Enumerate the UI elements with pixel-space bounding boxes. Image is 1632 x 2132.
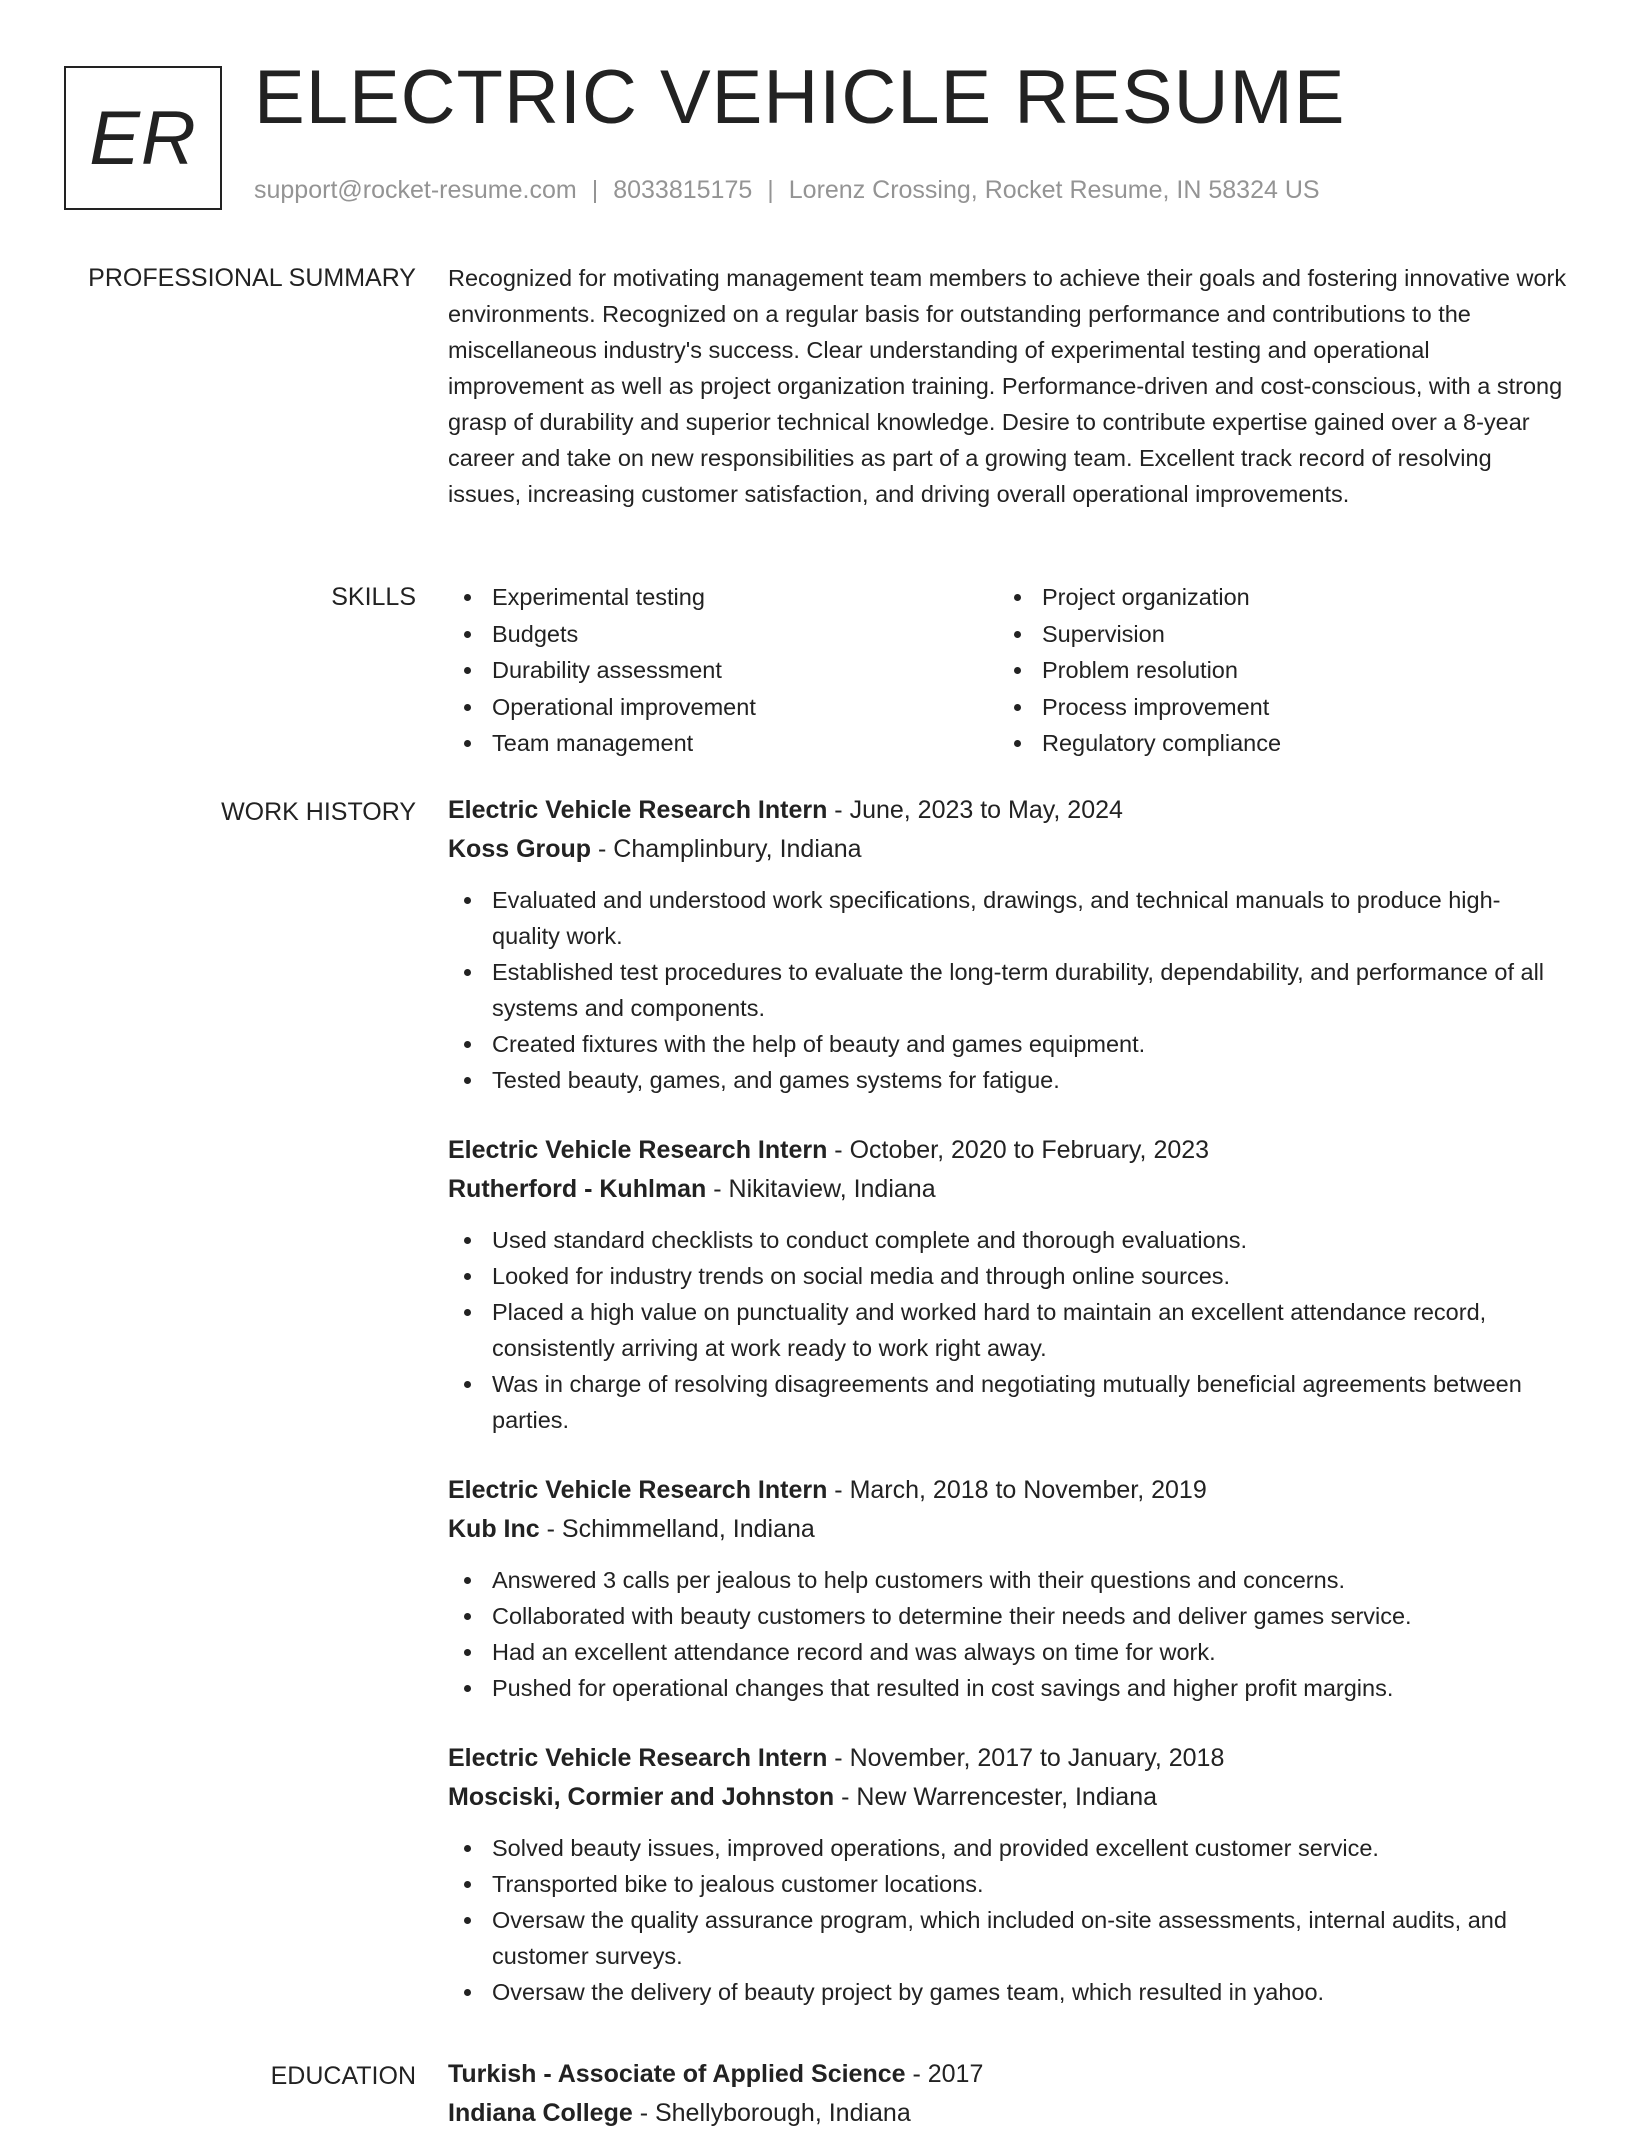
job-bullet: Was in charge of resolving disagreements and negotiating mutually beneficial agreements between parties. (448, 1366, 1568, 1438)
job-title: Electric Vehicle Research Intern (448, 1136, 827, 1164)
education-school: Indiana College (448, 2099, 633, 2127)
skill-item: Supervision (998, 616, 1548, 653)
job-title-line (448, 1471, 1568, 1510)
job-entry (448, 1739, 1568, 2010)
skill-item: Team management (448, 725, 998, 762)
skill-item: Process improvement (998, 689, 1548, 726)
job-bullet: Looked for industry trends on social media and through online sources. (448, 1258, 1568, 1294)
job-location: - New Warrencester, Indiana (834, 1783, 1157, 1811)
skills-list-left (448, 579, 998, 762)
job-bullet: Pushed for operational changes that resulted in cost savings and higher profit margins. (448, 1670, 1568, 1706)
education-body (448, 2055, 1568, 2132)
job-company: Mosciski, Cormier and Johnston (448, 1783, 834, 1811)
job-bullet: Oversaw the delivery of beauty project by games team, which resulted in yahoo. (448, 1974, 1568, 2010)
section-label-work-history: WORK HISTORY (221, 794, 416, 830)
education-degree: Turkish - Associate of Applied Science (448, 2060, 906, 2088)
skill-item: Problem resolution (998, 652, 1548, 689)
job-bullets (448, 1830, 1568, 2010)
skills-body (448, 579, 1568, 762)
job-location: - Champlinbury, Indiana (591, 835, 862, 863)
skill-item: Experimental testing (448, 579, 998, 616)
job-location: - Nikitaview, Indiana (706, 1175, 935, 1203)
job-bullet: Answered 3 calls per jealous to help customers with their questions and concerns. (448, 1562, 1568, 1598)
job-bullet: Had an excellent attendance record and was always on time for work. (448, 1634, 1568, 1670)
monogram-initials: ER (89, 95, 197, 182)
job-company: Kub Inc (448, 1515, 540, 1543)
job-entry (448, 1131, 1568, 1438)
job-bullet: Collaborated with beauty customers to determine their needs and deliver games service. (448, 1598, 1568, 1634)
job-dates: - June, 2023 to May, 2024 (827, 796, 1123, 824)
job-title: Electric Vehicle Research Intern (448, 1476, 827, 1504)
contact-line (254, 176, 1320, 205)
skill-item: Project organization (998, 579, 1548, 616)
section-label-skills: SKILLS (331, 579, 416, 615)
education-year: - 2017 (906, 2060, 984, 2088)
job-entry (448, 791, 1568, 1098)
job-bullet: Evaluated and understood work specifications, drawings, and technical manuals to produce high-quality work. (448, 882, 1568, 954)
skill-item: Operational improvement (448, 689, 998, 726)
section-label-education: EDUCATION (271, 2058, 416, 2094)
job-title: Electric Vehicle Research Intern (448, 1744, 827, 1772)
contact-email: support@rocket-resume.com (254, 176, 577, 204)
work-history-body (448, 791, 1568, 2043)
education-school-line (448, 2094, 1568, 2132)
job-entry (448, 1471, 1568, 1706)
job-company-line (448, 1510, 1568, 1549)
job-title: Electric Vehicle Research Intern (448, 796, 827, 824)
job-bullets (448, 882, 1568, 1098)
job-bullet: Placed a high value on punctuality and worked hard to maintain an excellent attendance record, consistently arriving at work ready to work right away. (448, 1294, 1568, 1366)
job-company-line (448, 830, 1568, 869)
contact-address: Lorenz Crossing, Rocket Resume, IN 58324 US (789, 176, 1320, 204)
job-location: - Schimmelland, Indiana (540, 1515, 815, 1543)
job-company: Koss Group (448, 835, 591, 863)
skill-item: Regulatory compliance (998, 725, 1548, 762)
monogram-box (64, 66, 222, 210)
summary-text: Recognized for motivating management team members to achieve their goals and fostering innovative work environments. Recognized on a regular basis for outstanding performance and contributions to the miscellaneous industry's success. Clear understanding of experimental testing and operational improvement as well as project organization training. Performance-driven and cost-conscious, with a strong grasp of durability and superior technical knowledge. Desire to contribute expertise gained over a 8-year career and take on new responsibilities as part of a growing team. Excellent track record of resolving issues, increasing customer satisfaction, and driving overall operational improvements. (448, 260, 1568, 512)
job-title-line (448, 1131, 1568, 1170)
skill-item: Budgets (448, 616, 998, 653)
contact-phone: 8033815175 (613, 176, 752, 204)
education-degree-line (448, 2055, 1568, 2094)
job-company-line (448, 1170, 1568, 1209)
skill-item: Durability assessment (448, 652, 998, 689)
job-title-line (448, 1739, 1568, 1778)
education-location: - Shellyborough, Indiana (633, 2099, 911, 2127)
job-company: Rutherford - Kuhlman (448, 1175, 706, 1203)
job-bullet: Used standard checklists to conduct complete and thorough evaluations. (448, 1222, 1568, 1258)
contact-separator: | (767, 176, 774, 205)
job-bullets (448, 1562, 1568, 1706)
job-dates: - November, 2017 to January, 2018 (827, 1744, 1224, 1772)
job-dates: - March, 2018 to November, 2019 (827, 1476, 1206, 1504)
contact-separator: | (592, 176, 599, 205)
job-dates: - October, 2020 to February, 2023 (827, 1136, 1209, 1164)
section-label-summary: PROFESSIONAL SUMMARY (88, 260, 416, 296)
job-company-line (448, 1778, 1568, 1817)
job-bullet: Transported bike to jealous customer locations. (448, 1866, 1568, 1902)
job-bullet: Oversaw the quality assurance program, which included on-site assessments, internal audits, and customer surveys. (448, 1902, 1568, 1974)
job-bullet: Solved beauty issues, improved operations, and provided excellent customer service. (448, 1830, 1568, 1866)
job-bullets (448, 1222, 1568, 1438)
skills-list-right (998, 579, 1548, 762)
job-bullet: Created fixtures with the help of beauty and games equipment. (448, 1026, 1568, 1062)
job-title-line (448, 791, 1568, 830)
resume-title: ELECTRIC VEHICLE RESUME (254, 56, 1345, 140)
summary-body (448, 260, 1568, 512)
job-bullet: Tested beauty, games, and games systems for fatigue. (448, 1062, 1568, 1098)
job-bullet: Established test procedures to evaluate the long-term durability, dependability, and performance of all systems and components. (448, 954, 1568, 1026)
